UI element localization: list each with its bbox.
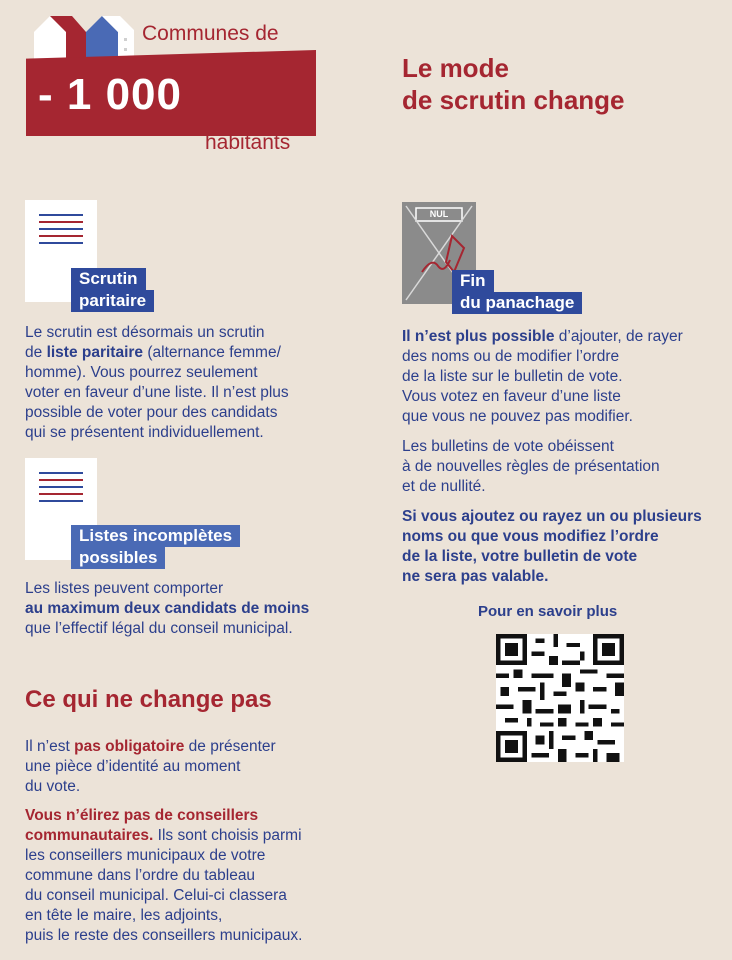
text-line: ne sera pas valable. xyxy=(402,568,549,585)
text-line: Vous votez en faveur d’une liste xyxy=(402,388,621,405)
fin-panachage-label xyxy=(452,270,582,314)
text-line: Les bulletins de vote obéissent xyxy=(402,438,614,455)
headline-line-1: Le mode xyxy=(402,53,509,83)
text-line: de la liste sur le bulletin de vote. xyxy=(402,368,623,385)
text-line: Le scrutin est désormais un scrutin xyxy=(25,324,265,341)
text-line: homme). Vous pourrez seulement xyxy=(25,364,258,381)
label-line: Listes incomplètes xyxy=(71,525,240,547)
ne-change-pas-title: Ce qui ne change pas xyxy=(25,686,272,713)
text-line: puis le reste des conseillers municipaux. xyxy=(25,927,303,944)
text-line: Il n’est plus possible d’ajouter, de rayer xyxy=(402,328,683,345)
text-line: noms ou que vous modifiez l’ordre xyxy=(402,528,659,545)
text-line: des noms ou de modifier l’ordre xyxy=(402,348,620,365)
text-line: qui se présentent individuellement. xyxy=(25,424,264,441)
label-line: paritaire xyxy=(71,290,154,312)
text-line: du vote. xyxy=(25,778,81,795)
scrutin-paritaire-label xyxy=(71,268,154,312)
scrutin-paritaire-text xyxy=(25,323,370,443)
text-line: du conseil municipal. Celui-ci classera xyxy=(25,887,287,904)
text-line: Il n’est pas obligatoire de présenter xyxy=(25,738,276,755)
text-line: les conseillers municipaux de votre xyxy=(25,847,266,864)
habitants-text: habitants xyxy=(205,131,291,154)
label-line: du panachage xyxy=(452,292,582,314)
text-line: et de nullité. xyxy=(402,478,486,495)
page-title xyxy=(402,52,625,116)
text-line: que l’effectif légal du conseil municipal. xyxy=(25,620,293,637)
listes-incompletes-text xyxy=(25,579,370,639)
population-number: - 1 000 xyxy=(38,70,182,119)
text-line: que vous ne pouvez pas modifier. xyxy=(402,408,633,425)
text-line: une pièce d’identité au moment xyxy=(25,758,241,775)
savoir-plus-title: Pour en savoir plus xyxy=(478,603,618,620)
headline-line-2: de scrutin change xyxy=(402,85,625,115)
text-line: au maximum deux candidats de moins xyxy=(25,600,310,617)
fin-panachage-text xyxy=(402,327,727,587)
nul-label: NUL xyxy=(429,209,449,219)
label-line: Scrutin xyxy=(71,268,146,290)
text-line: commune dans l’ordre du tableau xyxy=(25,867,256,884)
text-line: de la liste, votre bulletin de vote xyxy=(402,548,638,565)
text-line: Vous n’élirez pas de conseillers xyxy=(25,807,259,824)
qr-code[interactable] xyxy=(496,634,624,762)
text-line: en tête le maire, les adjoints, xyxy=(25,907,223,924)
label-line: Fin xyxy=(452,270,494,292)
text-line: possible de voter pour des candidats xyxy=(25,404,278,421)
communes-de-text: Communes de xyxy=(142,22,279,45)
text-line: de liste paritaire (alternance femme/ xyxy=(25,344,281,361)
text-line: Si vous ajoutez ou rayez un ou plusieurs xyxy=(402,508,702,525)
ne-change-pas-text xyxy=(25,737,370,946)
label-line: possibles xyxy=(71,547,165,569)
text-line: communautaires. Ils sont choisis parmi xyxy=(25,827,302,844)
text-line: Les listes peuvent comporter xyxy=(25,580,224,597)
text-line: voter en faveur d’une liste. Il n’est plus xyxy=(25,384,289,401)
text-line: à de nouvelles règles de présentation xyxy=(402,458,660,475)
listes-incompletes-label xyxy=(71,525,240,569)
